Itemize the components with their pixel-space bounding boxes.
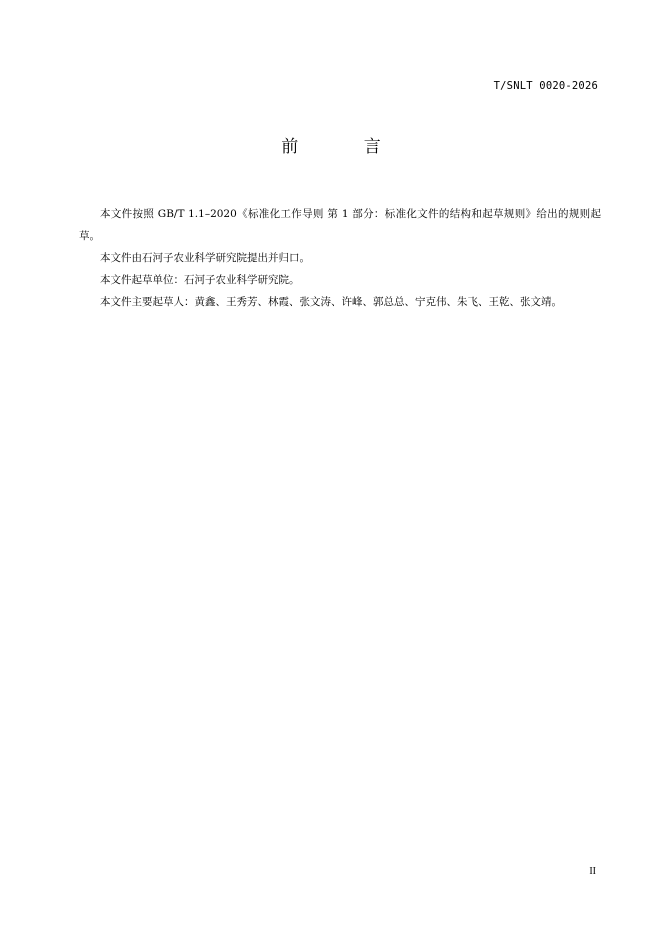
page-number: II	[589, 866, 596, 877]
document-code: T/SNLT 0020-2026	[493, 80, 598, 92]
page-title: 前 言	[281, 137, 411, 157]
foreword-body	[79, 203, 601, 313]
paragraph-drafters: 本文件主要起草人：黄鑫、王秀芳、林霞、张文涛、许峰、郭总总、宁克伟、朱飞、王乾、张文靖。	[100, 296, 562, 308]
paragraph-drafting-unit: 本文件起草单位：石河子农业科学研究院。	[100, 274, 300, 286]
paragraph-drafting-rules: 本文件按照 GB/T 1.1–2020《标准化工作导则 第 1 部分：标准化文件的结构和起草规则》给出的规则起草。	[79, 208, 601, 242]
paragraph-proposer: 本文件由石河子农业科学研究院提出并归口。	[100, 252, 310, 264]
